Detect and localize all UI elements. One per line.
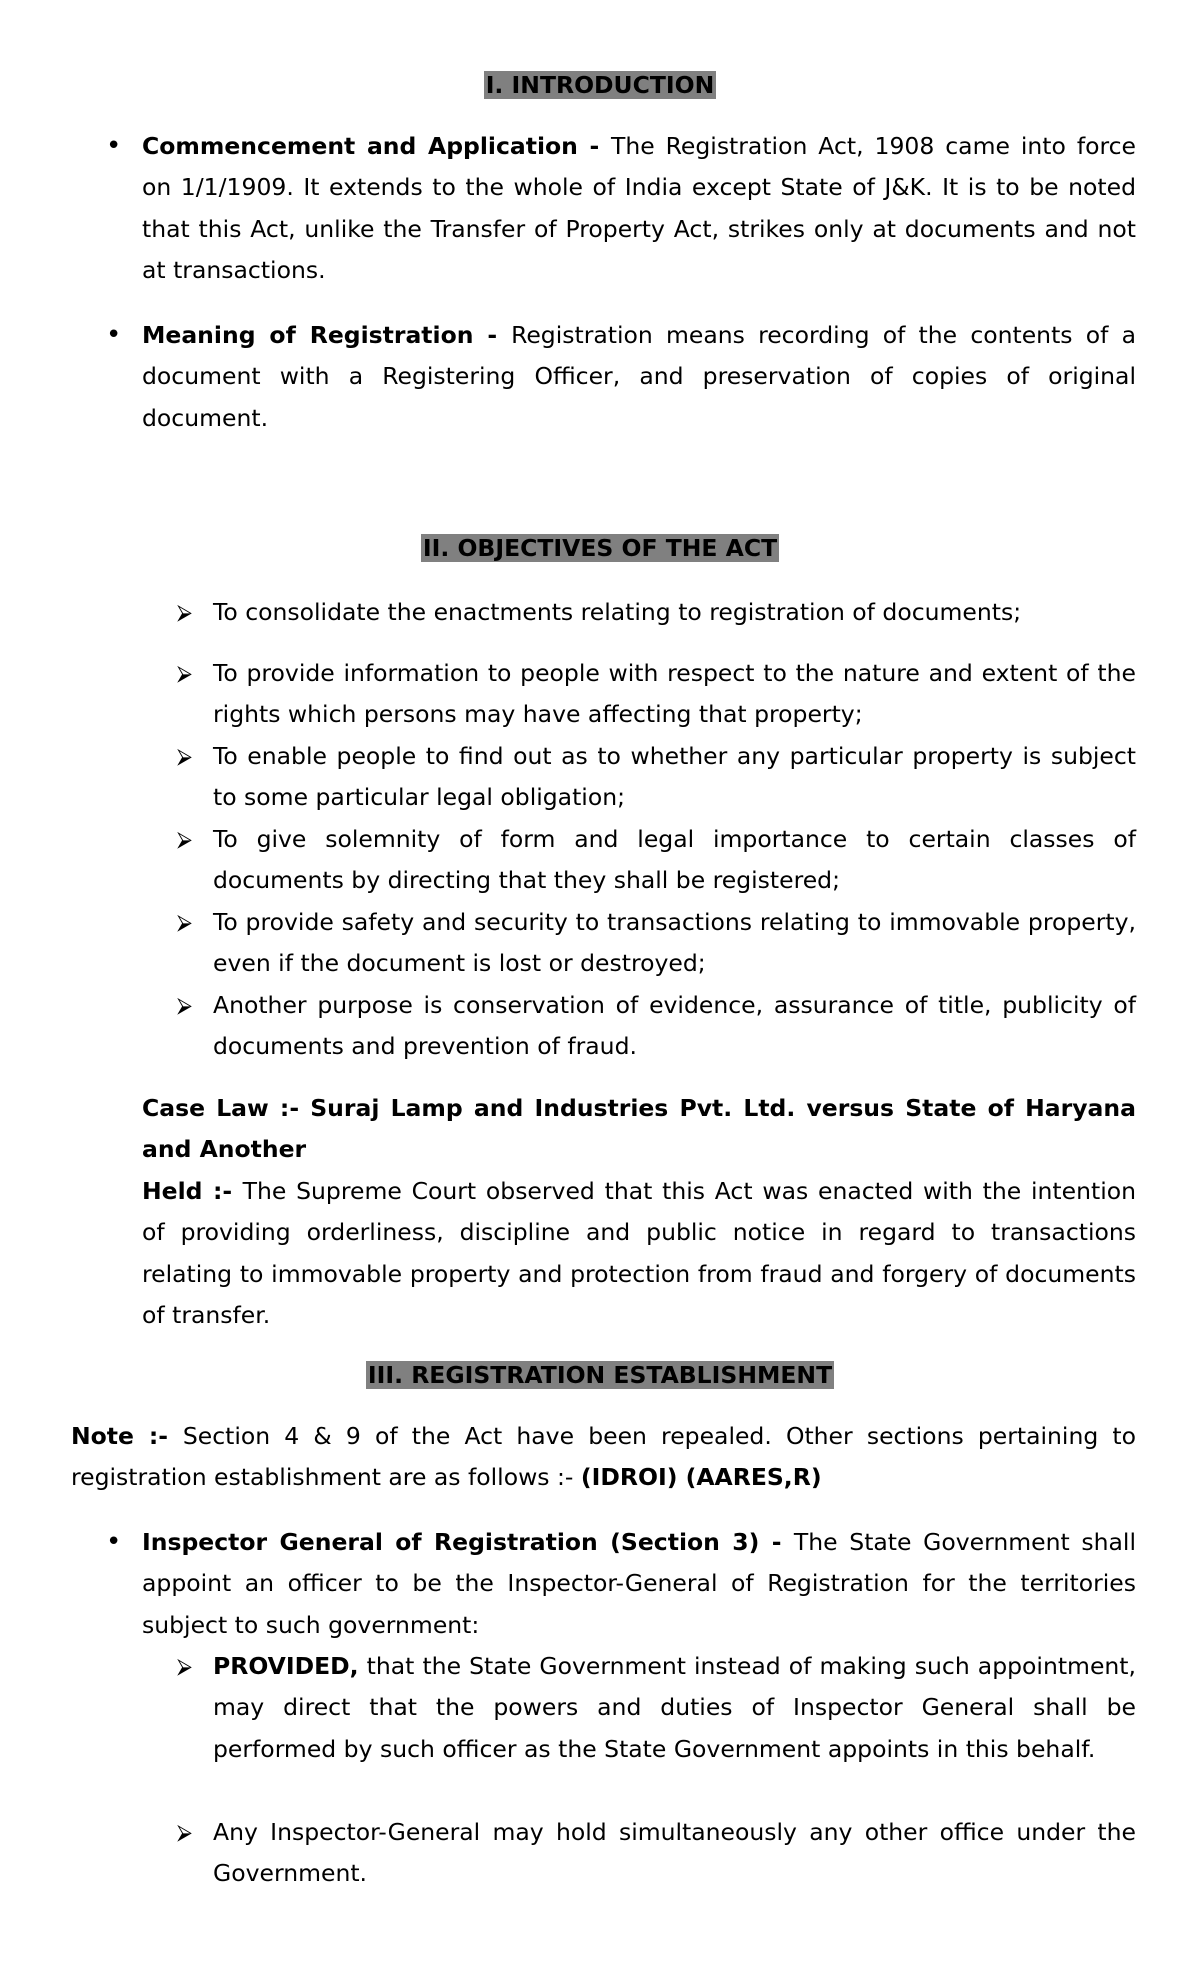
case-law-title: Case Law :- Suraj Lamp and Industries Pvt. Ltd. versus State of Haryana and Another: [142, 1094, 1136, 1164]
bullet-icon: •: [106, 1527, 122, 1557]
section-heading-introduction: I. INTRODUCTION: [485, 71, 715, 99]
arrow-bullet-icon: ⮚: [177, 661, 192, 685]
objective-item: To consolidate the enactments relating to registration of documents;: [213, 598, 1022, 626]
objective-item: To provide information to people with respect to the nature and extent of the rights which persons may have affecting that property;: [213, 659, 1136, 729]
note-paragraph: Note :- Section 4 & 9 of the Act have been repealed. Other sections pertaining to registration establishment are as follows :- (IDROI) (AARES,R): [71, 1422, 1136, 1492]
section-heading-establishment: III. REGISTRATION ESTABLISHMENT: [367, 1361, 833, 1389]
objective-item: To give solemnity of form and legal importance to certain classes of documents by directing that they shall be registered;: [213, 825, 1136, 895]
held-paragraph: Held :- The Supreme Court observed that this Act was enacted with the intention of providing orderliness, discipline and public notice in regard to transactions relating to immovable property and protection from fraud and forgery of documents of transfer.: [142, 1177, 1137, 1329]
arrow-bullet-icon: ⮚: [177, 1820, 192, 1844]
intro-meaning-paragraph: Meaning of Registration - Registration means recording of the contents of a document with a Registering Officer, and preservation of copies of original document.: [142, 321, 1137, 432]
intro-commencement-paragraph: Commencement and Application - The Registration Act, 1908 came into force on 1/1/1909. It extends to the whole of India except State of J&K. It is to be noted that this Act, unlike the Transfer of Property Act, strikes only at documents and not at transactions.: [142, 132, 1137, 284]
arrow-bullet-icon: ⮚: [177, 910, 192, 934]
inspector-general-paragraph: Inspector General of Registration (Section 3) - The State Government shall appoint an officer to be the Inspector-General of Registration for the territories subject to such government:: [142, 1528, 1136, 1639]
arrow-bullet-icon: ⮚: [177, 1654, 192, 1678]
section-heading-objectives: II. OBJECTIVES OF THE ACT: [422, 534, 778, 562]
objective-item: Another purpose is conservation of evidence, assurance of title, publicity of documents and prevention of fraud.: [213, 991, 1136, 1061]
arrow-bullet-icon: ⮚: [177, 827, 192, 851]
provided-paragraph: PROVIDED, that the State Government instead of making such appointment, may direct that the powers and duties of Inspector General shall be performed by such officer as the State Government appoints in this behalf.: [213, 1652, 1136, 1763]
bullet-icon: •: [106, 131, 122, 161]
objective-item: To provide safety and security to transactions relating to immovable property, even if the document is lost or destroyed;: [213, 908, 1136, 978]
bullet-icon: •: [106, 320, 122, 350]
last-item-paragraph: Any Inspector-General may hold simultaneously any other office under the Government.: [213, 1818, 1136, 1888]
arrow-bullet-icon: ⮚: [177, 993, 192, 1017]
objective-item: To enable people to find out as to whether any particular property is subject to some particular legal obligation;: [213, 742, 1136, 812]
arrow-bullet-icon: ⮚: [177, 600, 192, 624]
arrow-bullet-icon: ⮚: [177, 744, 192, 768]
